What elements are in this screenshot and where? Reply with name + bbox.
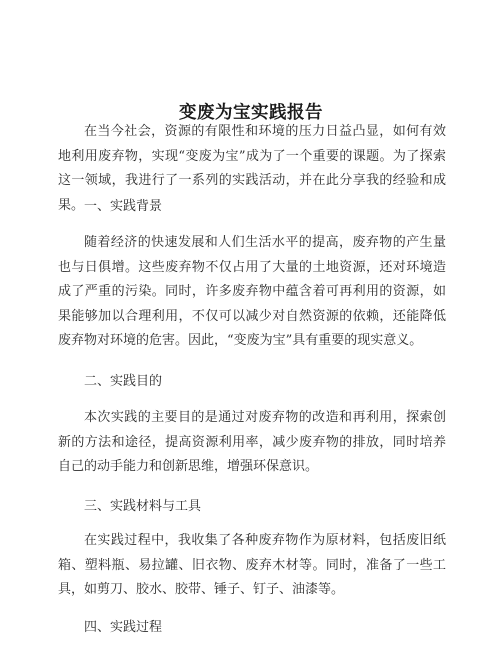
- intro-paragraph: 在当今社会，资源的有限性和环境的压力日益凸显，如何有效地利用废弃物，实现“变废为宝”成为了一个重要的课题。为了探索这一领域，我进行了一系列的实践活动，并在此分享我的经验和成果。: [58, 124, 446, 213]
- section-heading-background: 一、实践背景: [84, 199, 163, 214]
- section-heading-materials: 三、实践材料与工具: [84, 499, 202, 514]
- section-body-materials: 在实践过程中，我收集了各种废弃物作为原材料，包括废旧纸箱、塑料瓶、易拉罐、旧衣物、废弃木材等。同时，准备了一些工具，如剪刀、胶水、胶带、锤子、钉子、油漆等。: [58, 533, 446, 597]
- section-body-background: 随着经济的快速发展和人们生活水平的提高，废弃物的产生量也与日俱增。这些废弃物不仅占用了大量的土地资源，还对环境造成了严重的污染。同时，许多废弃物中蕴含着可再利用的资源，如果能够加以合理利用，不仅可以减少对自然资源的依赖，还能降低废弃物对环境的危害。因此，“变废为宝”具有重要的现实意义。: [58, 235, 446, 348]
- section-body-purpose: 本次实践的主要目的是通过对废弃物的改造和再利用，探索创新的方法和途径，提高资源利用率，减少废弃物的排放，同时培养自己的动手能力和创新思维，增强环保意识。: [58, 410, 446, 474]
- section-heading-process: 四、实践过程: [84, 620, 163, 635]
- section-heading-purpose: 二、实践目的: [84, 374, 163, 389]
- document-title: 变废为宝实践报告: [179, 102, 323, 123]
